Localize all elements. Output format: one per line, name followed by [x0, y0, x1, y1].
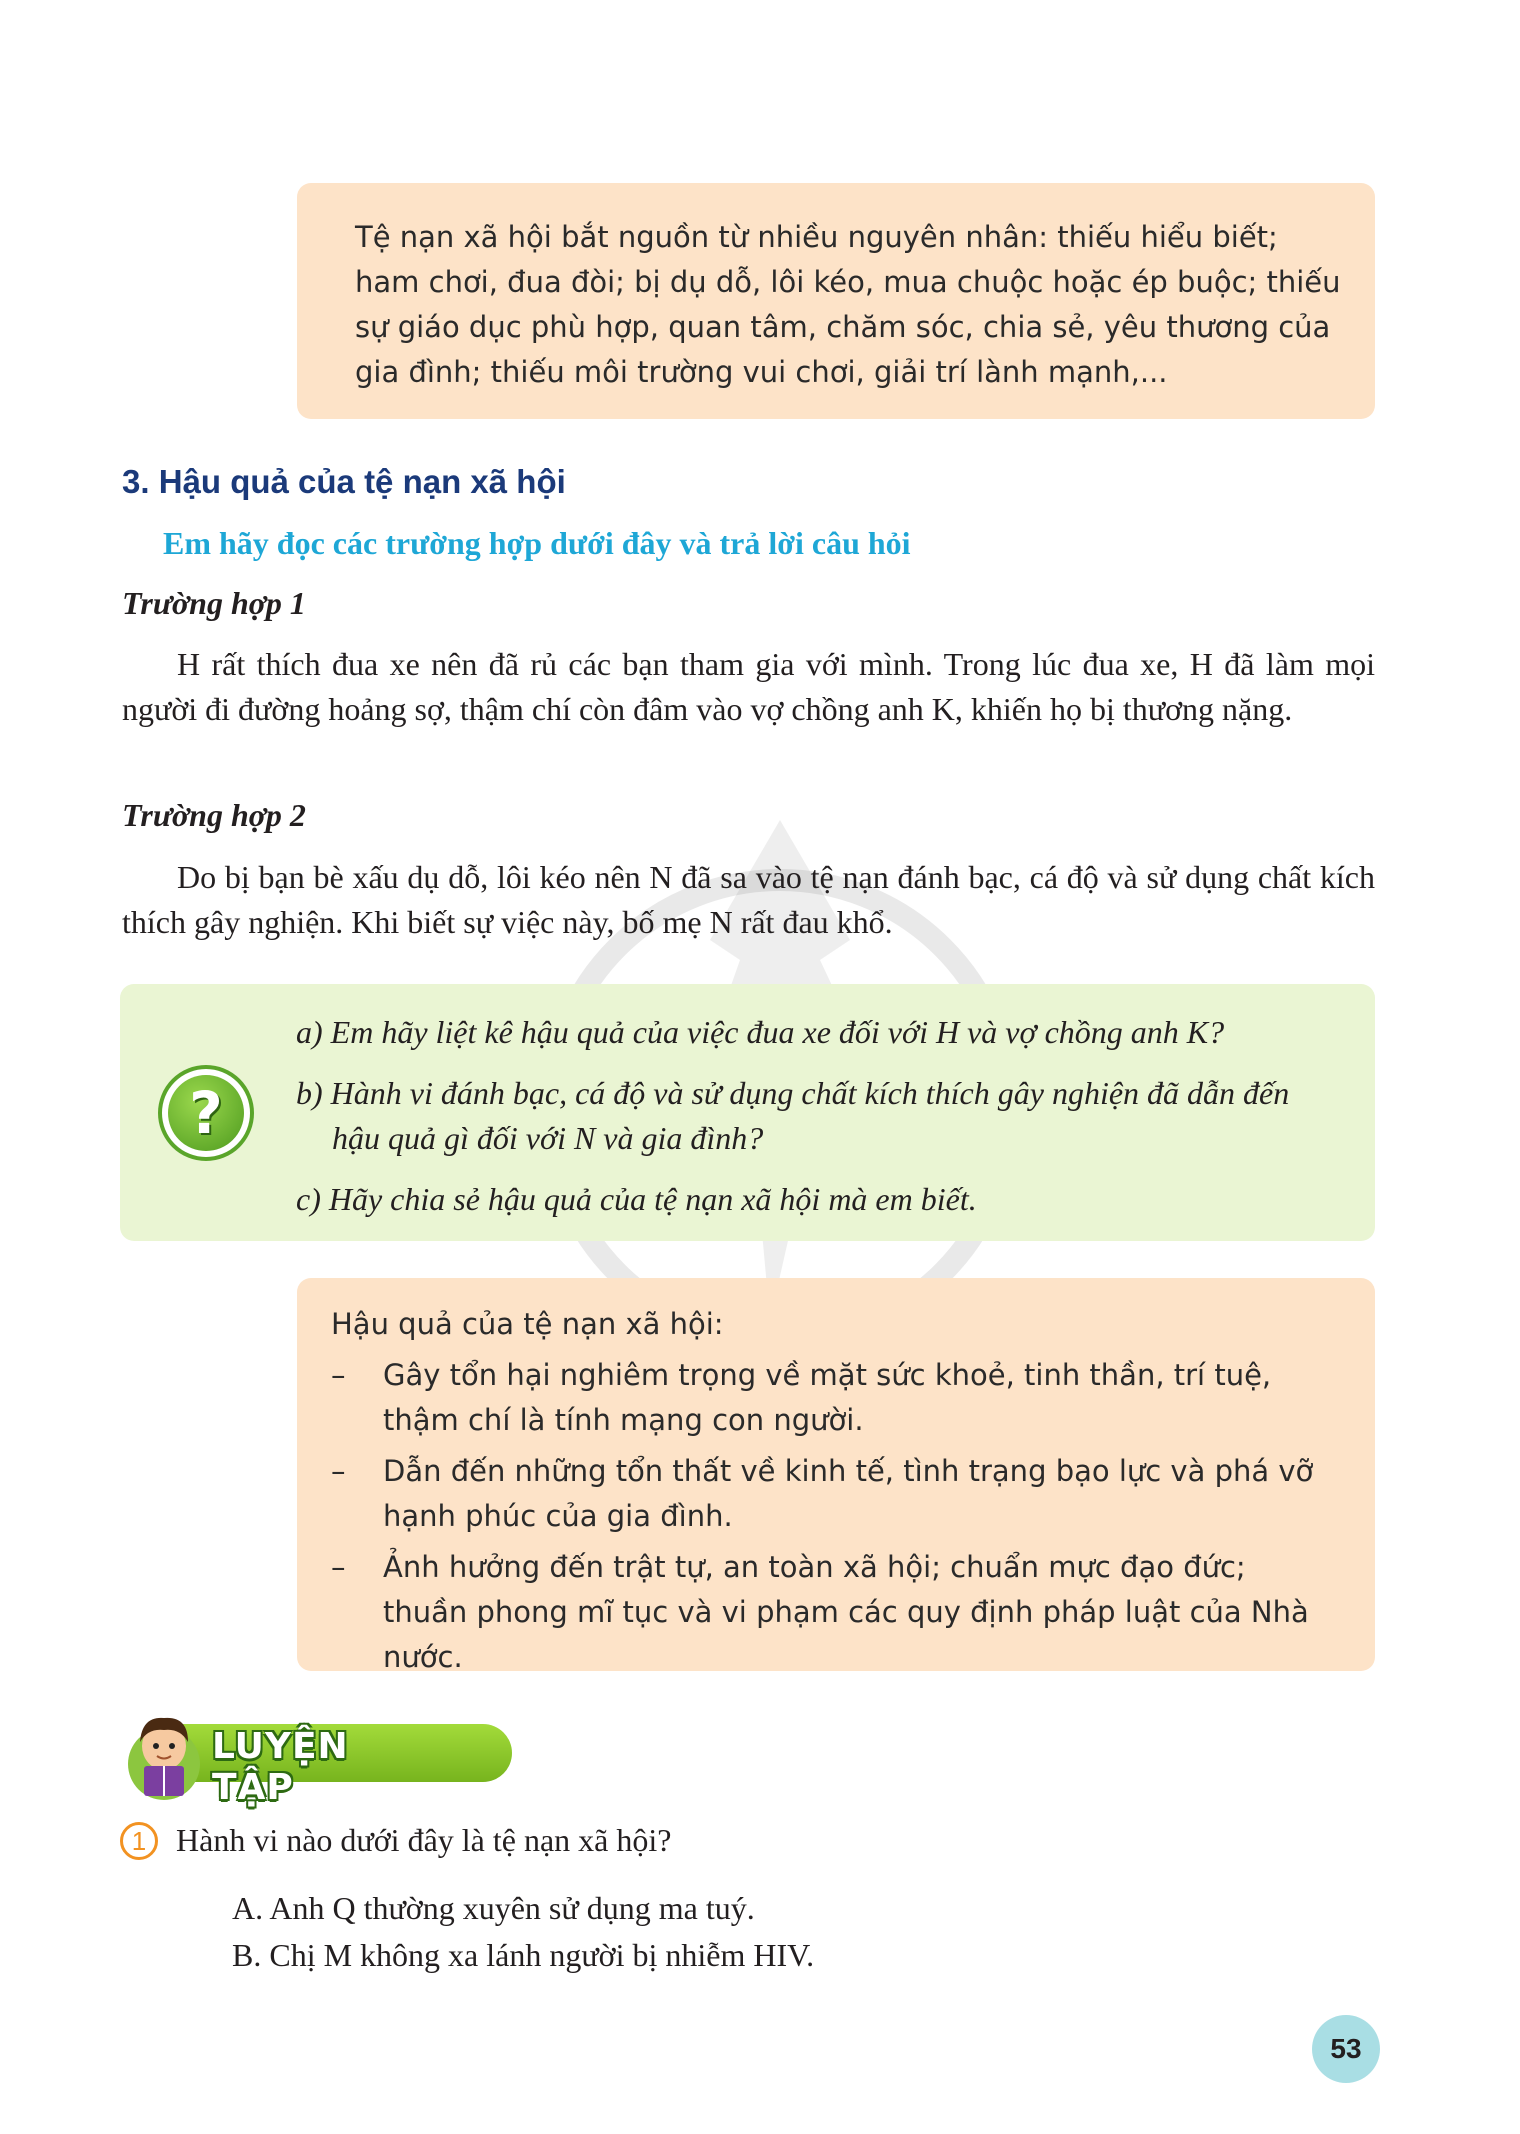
case-1-paragraph: H rất thích đua xe nên đã rủ các bạn tham gia với mình. Trong lúc đua xe, H đã làm mọi người đi đường hoảng sợ, thậm chí còn đâm vào vợ chồng anh K, khiến họ bị thương nặng. — [122, 646, 1375, 727]
question-mark-symbol: ? — [168, 1075, 244, 1151]
question-b: b) Hành vi đánh bạc, cá độ và sử dụng chất kích thích gây nghiện đã dẫn đến hậu quả gì đối với N và gia đình? — [296, 1075, 1290, 1156]
exercise-question: Hành vi nào dưới đây là tệ nạn xã hội? — [176, 1822, 672, 1858]
case-1-text — [122, 642, 1375, 732]
dash-mark: – — [331, 1550, 346, 1584]
question-mark-icon — [158, 1065, 254, 1161]
section-instruction: Em hãy đọc các trường hợp dưới đây và trả lời câu hỏi — [163, 525, 911, 561]
summary-box-causes — [297, 183, 1375, 419]
dash-mark: – — [331, 1358, 346, 1392]
question-box — [120, 984, 1375, 1241]
summary-box-consequences — [297, 1278, 1375, 1674]
consequences-title: Hậu quả của tệ nạn xã hội: — [331, 1307, 724, 1341]
case-2-title: Trường hợp 2 — [122, 797, 306, 833]
question-a: a) Em hãy liệt kê hậu quả của việc đua xe đối với H và vợ chồng anh K? — [296, 1014, 1225, 1050]
dash-mark: – — [331, 1454, 346, 1488]
consequence-text: Gây tổn hại nghiêm trọng về mặt sức khoẻ, tinh thần, trí tuệ, thậm chí là tính mạng con người. — [383, 1358, 1272, 1437]
case-2-text — [122, 855, 1375, 945]
consequence-text: Dẫn đến những tổn thất về kinh tế, tình trạng bạo lực và phá vỡ hạnh phúc của gia đình. — [383, 1454, 1314, 1533]
case-2-paragraph: Do bị bạn bè xấu dụ dỗ, lôi kéo nên N đã sa vào tệ nạn đánh bạc, cá độ và sử dụng chất kích thích gây nghiện. Khi biết sự việc này, bố mẹ N rất đau khổ. — [122, 859, 1375, 940]
page-number: 53 — [1312, 2015, 1380, 2083]
consequence-item — [331, 1449, 1335, 1539]
consequence-item — [331, 1545, 1335, 1680]
answer-option-b: B. Chị M không xa lánh người bị nhiễm HIV. — [232, 1937, 815, 1973]
answer-option-a: A. Anh Q thường xuyên sử dụng ma tuý. — [232, 1890, 755, 1926]
exercise-number-badge: 1 — [120, 1822, 158, 1860]
summary-text: Tệ nạn xã hội bắt nguồn từ nhiều nguyên nhân: thiếu hiểu biết; ham chơi, đua đòi; bị dụ dỗ, lôi kéo, mua chuộc hoặc ép buộc; thiếu sự giáo dục phù hợp, quan tâm, chăm sóc, chia sẻ, yêu thương của gia đình; thiếu môi trường vui chơi, giải trí lành mạnh,... — [355, 220, 1341, 389]
question-c: c) Hãy chia sẻ hậu quả của tệ nạn xã hội mà em biết. — [296, 1181, 977, 1217]
consequence-item — [331, 1353, 1335, 1443]
practice-label: LUYỆN TẬP — [212, 1726, 349, 1808]
case-1-title: Trường hợp 1 — [122, 585, 306, 621]
consequence-text: Ảnh hưởng đến trật tự, an toàn xã hội; chuẩn mực đạo đức; thuần phong mĩ tục và vi phạm các quy định pháp luật của Nhà nước. — [383, 1550, 1309, 1674]
student-reading-icon — [122, 1706, 206, 1806]
section-title: 3. Hậu quả của tệ nạn xã hội — [122, 463, 566, 500]
